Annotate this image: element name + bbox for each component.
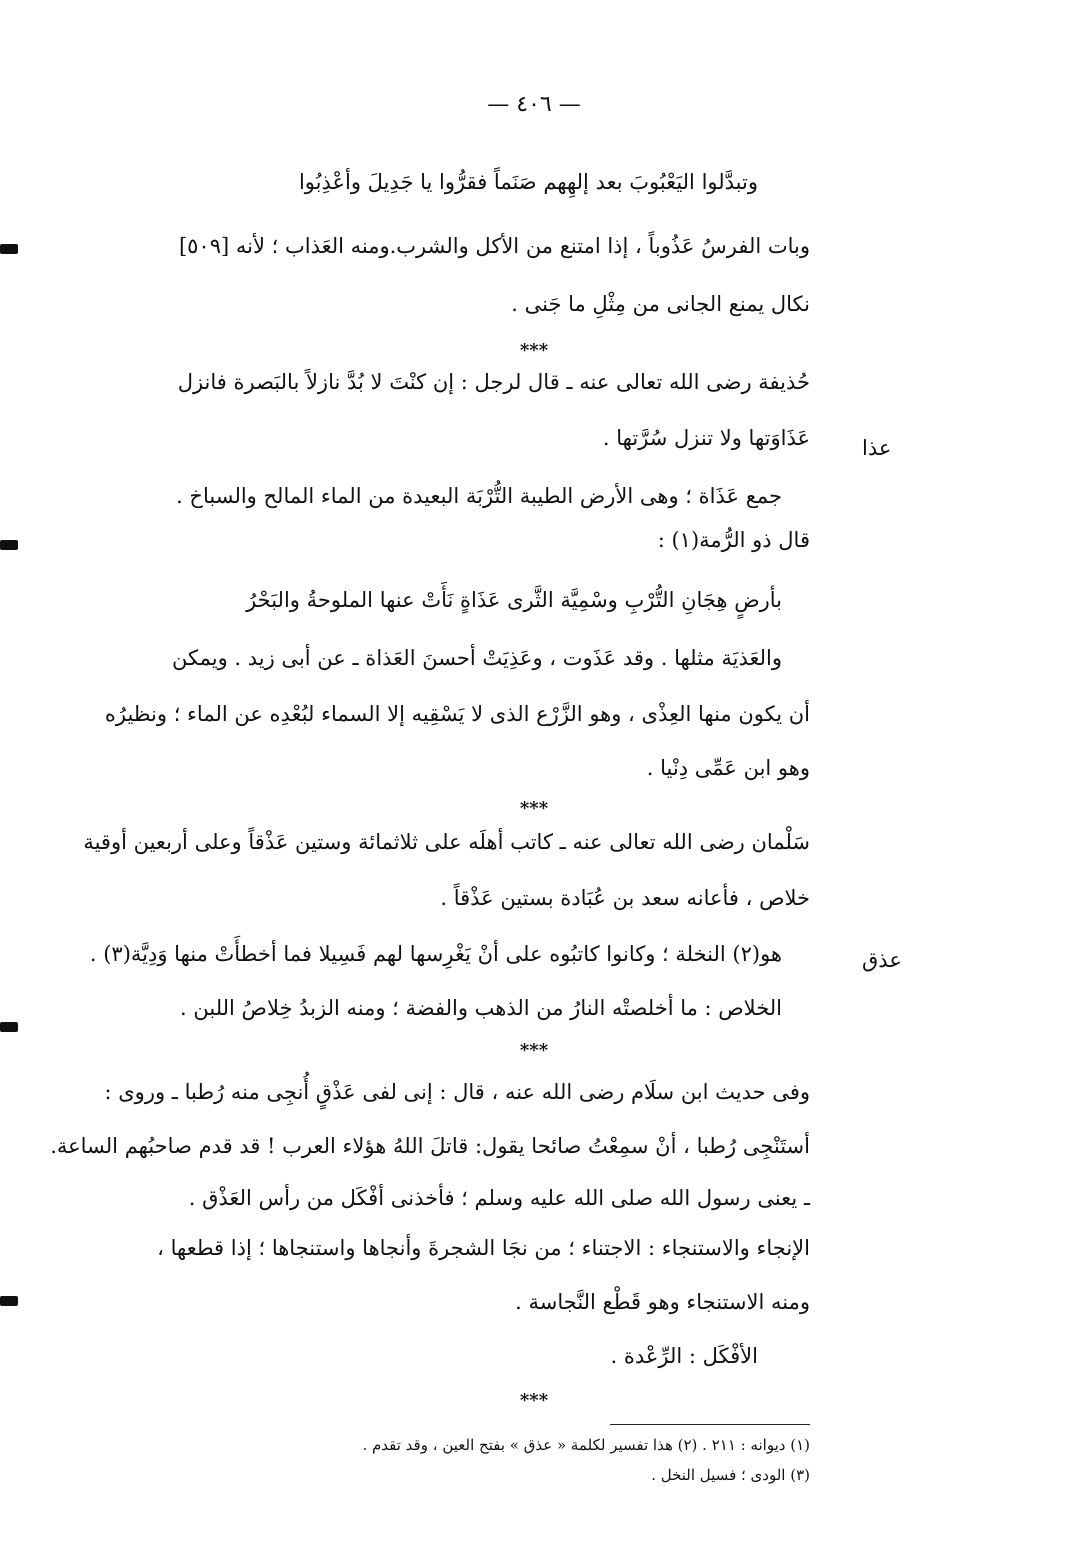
section-separator: *** bbox=[519, 1390, 549, 1411]
section-separator: *** bbox=[519, 1040, 549, 1061]
body-text bbox=[50, 0, 810, 1400]
footnote-rule bbox=[610, 1424, 810, 1425]
edge-mark bbox=[0, 1022, 18, 1032]
text-line: والعَذيَة مثلها . وقد عَذَوت ، وعَذِيَتْ أحسنَ العَذاة ـ عن أبى زيد . ويمكن bbox=[172, 646, 782, 670]
text-line: جمع عَذَاة ؛ وهى الأرض الطيبة التُّرْبَة البعيدة من الماء المالح والسباخ . bbox=[176, 484, 782, 508]
text-line: الإنجاء والاستنجاء : الاجتناء ؛ من نجَا الشجرةَ وأنجاها واستنجاها ؛ إذا قطعها ، bbox=[157, 1236, 810, 1260]
text-line: نكال يمنع الجانى من مِثْلِ ما جَنى . bbox=[511, 292, 810, 316]
footnote-line: (١) ديوانه : ٢١١ . (٢) هذا تفسير لكلمة « عذق » بفتح العين ، وقد تقدم . bbox=[362, 1436, 810, 1454]
text-line: سَلْمان رضى الله تعالى عنه ـ كاتب أهلَه على ثلاثمائة وستين عَذْقاً وعلى أربعين أوقية bbox=[83, 830, 810, 854]
verse-line: بأرضٍ هِجَانِ التُّرْبِ وسْمِيَّة الثَّرى عَذَاةٍ نَأَتْ عنها الملوحةُ والبَحْرُ bbox=[246, 588, 782, 612]
footnote-line: (٣) الودى ؛ فسيل النخل . bbox=[651, 1466, 810, 1484]
page-number: — ٤٠٦ — bbox=[487, 92, 581, 117]
text-line: وهو ابن عَمِّى دِنْيا . bbox=[646, 756, 810, 780]
text-line: وفى حديث ابن سلَام رضى الله عنه ، قال : إنى لفى عَذْقٍ أُنجِى منه رُطبا ـ وروى : bbox=[104, 1080, 810, 1104]
text-line: أستَنْجِى رُطبا ، أنْ سمِعْتُ صائحا يقول: قاتلَ اللهُ هؤلاء العرب ! قد قدم صاحبُهم الساعة. bbox=[50, 1134, 810, 1158]
text-line: أن يكون منها العِذْى ، وهو الزَّرْع الذى لا يَسْقِيه إلا السماء لبُعْدِه عن الماء ؛ ونظيرُه bbox=[104, 702, 810, 726]
text-line: قال ذو الرُّمة(١) : bbox=[657, 528, 810, 552]
edge-mark bbox=[0, 1296, 18, 1306]
verse-line: وتبدَّلوا اليَعْبُوبَ بعد إلهِهم صَنَماً فقرُّوا يا جَدِيلَ وأعْذِبُوا bbox=[298, 170, 758, 194]
text-line: الخلاص : ما أخلصتْه النارُ من الذهب والفضة ؛ ومنه الزبدُ خِلاصُ اللبن . bbox=[180, 996, 782, 1020]
text-line: حُذيفة رضى الله تعالى عنه ـ قال لرجل : إن كنْتَ لا بُدَّ نازلاً بالبَصرة فانزل bbox=[177, 370, 810, 394]
text-line: ومنه الاستنجاء وهو قَطْع النَّجاسة . bbox=[515, 1290, 810, 1314]
text-line: عَذَاوَتها ولا تنزل سُرَّتها . bbox=[602, 426, 810, 450]
margin-headword: عذا bbox=[862, 436, 892, 460]
edge-mark bbox=[0, 540, 18, 550]
text-line: هو(٢) النخلة ؛ وكانوا كاتبُوه على أنْ يَغْرِسها لهم فَسِيلا فما أخطأَتْ منها وَدِيَّة(٣) . bbox=[89, 942, 782, 966]
text-line: خلاص ، فأعانه سعد بن عُبَادة بستين عَذْقاً . bbox=[440, 886, 810, 910]
text-line: ـ يعنى رسول الله صلى الله عليه وسلم ؛ فأخذنى أفْكَل من رأس العَذْق . bbox=[188, 1186, 810, 1210]
text-line: وبات الفرسُ عَذُوباً ، إذا امتنع من الأكل والشرب.ومنه العَذاب ؛ لأنه [٥٠٩] bbox=[178, 234, 810, 258]
text-line: الأفْكَل : الرِّعْدة . bbox=[610, 1344, 758, 1368]
section-separator: *** bbox=[519, 340, 549, 361]
section-separator: *** bbox=[519, 798, 549, 819]
margin-headword: عذق bbox=[862, 948, 902, 972]
edge-mark bbox=[0, 244, 18, 254]
footnotes bbox=[170, 1436, 810, 1496]
